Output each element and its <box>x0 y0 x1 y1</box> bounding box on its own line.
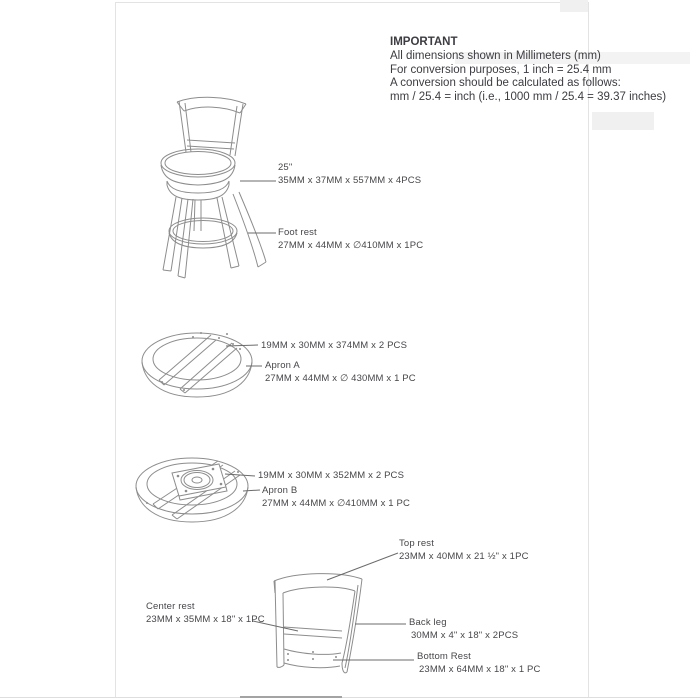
part-dimensions: 23MM x 40MM x 21 ½" x 1PC <box>399 550 529 562</box>
part-name: Center rest <box>146 601 195 612</box>
part-name: Foot rest <box>278 227 317 238</box>
part-dimensions: 27MM x 44MM x ∅410MM x 1 PC <box>262 497 410 509</box>
apron-a-illustration <box>142 332 252 397</box>
part-name: Apron A <box>265 360 300 371</box>
part-dimensions: 27MM x 44MM x ∅410MM x 1PC <box>278 239 424 251</box>
part-name: Top rest <box>399 538 434 549</box>
part-dimensions: 23MM x 35MM x 18" x 1PC <box>146 613 265 625</box>
part-label-apron-a-bars <box>261 340 407 352</box>
part-dimensions: 19MM x 30MM x 352MM x 2 PCS <box>258 470 405 481</box>
part-label-apron-b-bars <box>258 470 404 482</box>
part-dimensions: 23MM x 64MM x 18" x 1 PC <box>419 663 541 675</box>
notice-line: A conversion should be calculated as follows: <box>390 77 621 90</box>
part-name: Apron B <box>262 485 298 496</box>
part-label-apron-a <box>265 360 416 384</box>
part-label-bottom-rest <box>417 651 541 675</box>
notice-line: mm / 25.4 = inch (i.e., 1000 mm / 25.4 = 39.37 inches) <box>390 90 667 103</box>
part-name: Bottom Rest <box>417 651 471 662</box>
part-label-foot-rest <box>278 227 423 251</box>
part-label-back-leg <box>409 617 518 641</box>
part-label-seat-legs <box>278 162 421 186</box>
stool-illustration <box>161 97 266 278</box>
part-dimensions: 30MM x 4" x 18" x 2PCS <box>411 629 519 641</box>
part-label-center-rest <box>146 601 265 625</box>
notice-line: For conversion purposes, 1 inch = 25.4 mm <box>390 63 612 76</box>
part-name: Back leg <box>409 617 447 628</box>
notice-line: All dimensions shown in Millimeters (mm) <box>390 50 601 63</box>
part-dimensions: 35MM x 37MM x 557MM x 4PCS <box>278 174 422 186</box>
part-name: 25" <box>278 162 293 173</box>
notice-title: IMPORTANT <box>390 36 458 48</box>
part-label-apron-b <box>262 485 410 509</box>
part-dimensions: 19MM x 30MM x 374MM x 2 PCS <box>261 340 408 351</box>
apron-b-illustration <box>136 458 248 522</box>
back-frame-illustration <box>274 574 362 673</box>
important-notice <box>390 36 700 104</box>
part-dimensions: 27MM x 44MM x ∅ 430MM x 1 PC <box>265 372 416 384</box>
part-label-top-rest <box>399 538 529 562</box>
leader-lines <box>225 181 414 660</box>
